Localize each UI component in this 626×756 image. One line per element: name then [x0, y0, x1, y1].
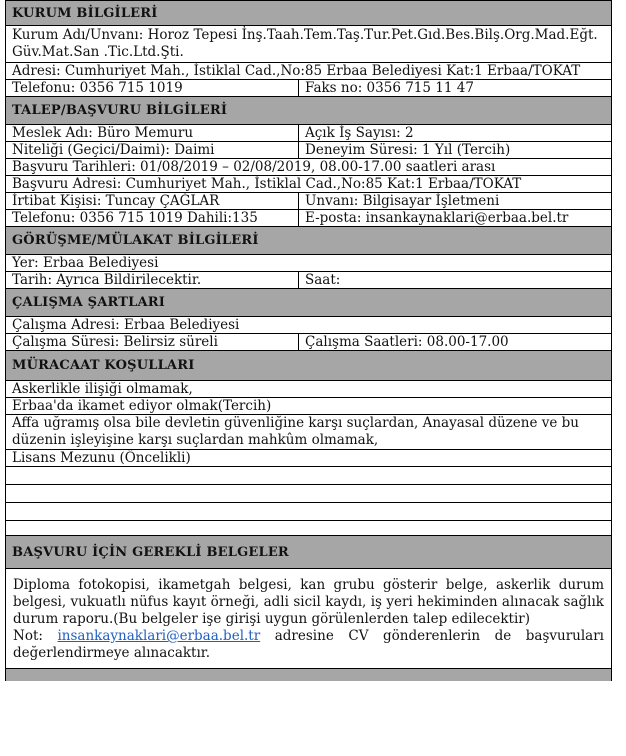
- irtibat-row: [6, 193, 611, 210]
- job-posting-form: [5, 0, 612, 681]
- kurum-adi-line2: Güv.Mat.San .Tic.Ltd.Şti.: [12, 44, 184, 60]
- gorusme-tarih-row: [6, 272, 611, 289]
- talep-telefon: Telefonu: 0356 715 1019 Dahili:135: [6, 210, 299, 226]
- gorusme-saat: Saat:: [305, 272, 341, 288]
- section-header-gorusme: GÖRÜŞME/MÜLAKAT BİLGİLERİ: [6, 227, 611, 255]
- section-header-kurum: KURUM BİLGİLERİ: [6, 0, 611, 26]
- calisma-adres-row: [6, 317, 611, 334]
- basvuru-adres-row: [6, 176, 611, 193]
- calisma-suresi: Çalışma Süresi: Belirsiz süreli: [6, 334, 299, 350]
- niteligi: Niteliği (Geçici/Daimi): Daimi: [6, 142, 299, 158]
- empty-row-3: [6, 503, 611, 521]
- irtibat-kisisi: İrtibat Kişisi: Tuncay ÇAĞLAR: [6, 193, 299, 209]
- section-header-muracaat: MÜRACAAT KOŞULLARI: [6, 351, 611, 381]
- gorusme-tarih: Tarih: Ayrıca Bildirilecektir.: [6, 272, 299, 288]
- calisma-saatleri: Çalışma Saatleri: 08.00-17.00: [305, 334, 509, 350]
- section-header-calisma: ÇALIŞMA ŞARTLARI: [6, 289, 611, 317]
- meslek-row: [6, 125, 611, 142]
- nitelik-row: [6, 142, 611, 159]
- kurum-telefon-row: [6, 80, 611, 97]
- talep-telefon-row: [6, 210, 611, 227]
- section-header-belgeler: BAŞVURU İÇİN GEREKLİ BELGELER: [6, 535, 611, 569]
- kurum-adres-row: [6, 63, 611, 80]
- kosul-sabika: Affa uğramış olsa bile devletin güvenliğine karşı suçlardan, Anayasal düzene ve bu düzenin işleyişine karşı suçlardan mahkûm olmamak,: [12, 415, 579, 448]
- kurum-faks: Faks no: 0356 715 11 47: [305, 80, 474, 96]
- email-link[interactable]: insankaynaklari@erbaa.bel.tr: [57, 628, 261, 644]
- belgeler-text: Diploma fotokopisi, ikametgah belgesi, kan grubu gösterir belge, askerlik durum belgesi, vukuatlı nüfus kayıt örneği, adli sicil kaydı, iş yeri hekiminden alınacak sağlık durum raporu.(Bu belgeler işe girişi uygun görülenlerden talep edilecektir): [13, 577, 604, 627]
- basvuru-tarihleri: Başvuru Tarihleri: 01/08/2019 – 02/08/2019, 08.00-17.00 saatleri arası: [12, 159, 496, 175]
- empty-row-1: [6, 467, 611, 485]
- bottom-bar: [6, 668, 611, 681]
- not-suffix: adresine CV gönderenlerin de başvuruları değerlendirmeye alınacaktır.: [13, 628, 604, 661]
- section-header-talep: TALEP/BAŞVURU BİLGİLERİ: [6, 97, 611, 125]
- kosul-row-2: [6, 398, 611, 415]
- kosul-row-3: [6, 415, 611, 450]
- acik-is-sayisi: Açık İş Sayısı: 2: [305, 125, 414, 141]
- empty-row-2: [6, 485, 611, 503]
- belgeler-body: [6, 569, 611, 668]
- talep-eposta: E-posta: insankaynaklari@erbaa.bel.tr: [305, 210, 569, 226]
- basvuru-adresi: Başvuru Adresi: Cumhuriyet Mah., İstiklal Cad.,No:85 Kat:1 Erbaa/TOKAT: [12, 176, 522, 192]
- meslek-adi: Meslek Adı: Büro Memuru: [6, 125, 299, 141]
- unvani: Unvanı: Bilgisayar İşletmeni: [305, 193, 500, 209]
- kosul-askerlik: Askerlikle ilişiği olmamak,: [12, 381, 193, 397]
- deneyim-suresi: Deneyim Süresi: 1 Yıl (Tercih): [305, 142, 511, 158]
- kosul-ikamet: Erbaa'da ikamet ediyor olmak(Tercih): [12, 398, 272, 414]
- kurum-adi-row: [6, 26, 611, 63]
- calisma-sure-row: [6, 334, 611, 351]
- gorusme-yer: Yer: Erbaa Belediyesi: [12, 255, 159, 271]
- kosul-row-4: [6, 450, 611, 467]
- kosul-lisans: Lisans Mezunu (Öncelikli): [12, 450, 191, 466]
- kurum-adi-line1: Kurum Adı/Unvanı: Horoz Tepesi İnş.Taah.Tem.Taş.Tur.Pet.Gıd.Bes.Bilş.Org.Mad.Eğt.: [12, 27, 598, 43]
- kurum-adres: Adresi: Cumhuriyet Mah., İstiklal Cad.,No:85 Erbaa Belediyesi Kat:1 Erbaa/TOKAT: [12, 63, 581, 79]
- gorusme-yer-row: [6, 255, 611, 272]
- kosul-row-1: [6, 381, 611, 398]
- calisma-adresi: Çalışma Adresi: Erbaa Belediyesi: [12, 317, 240, 333]
- kurum-telefon: Telefonu: 0356 715 1019: [6, 80, 299, 96]
- basvuru-tarih-row: [6, 159, 611, 176]
- not-prefix: Not:: [13, 628, 58, 644]
